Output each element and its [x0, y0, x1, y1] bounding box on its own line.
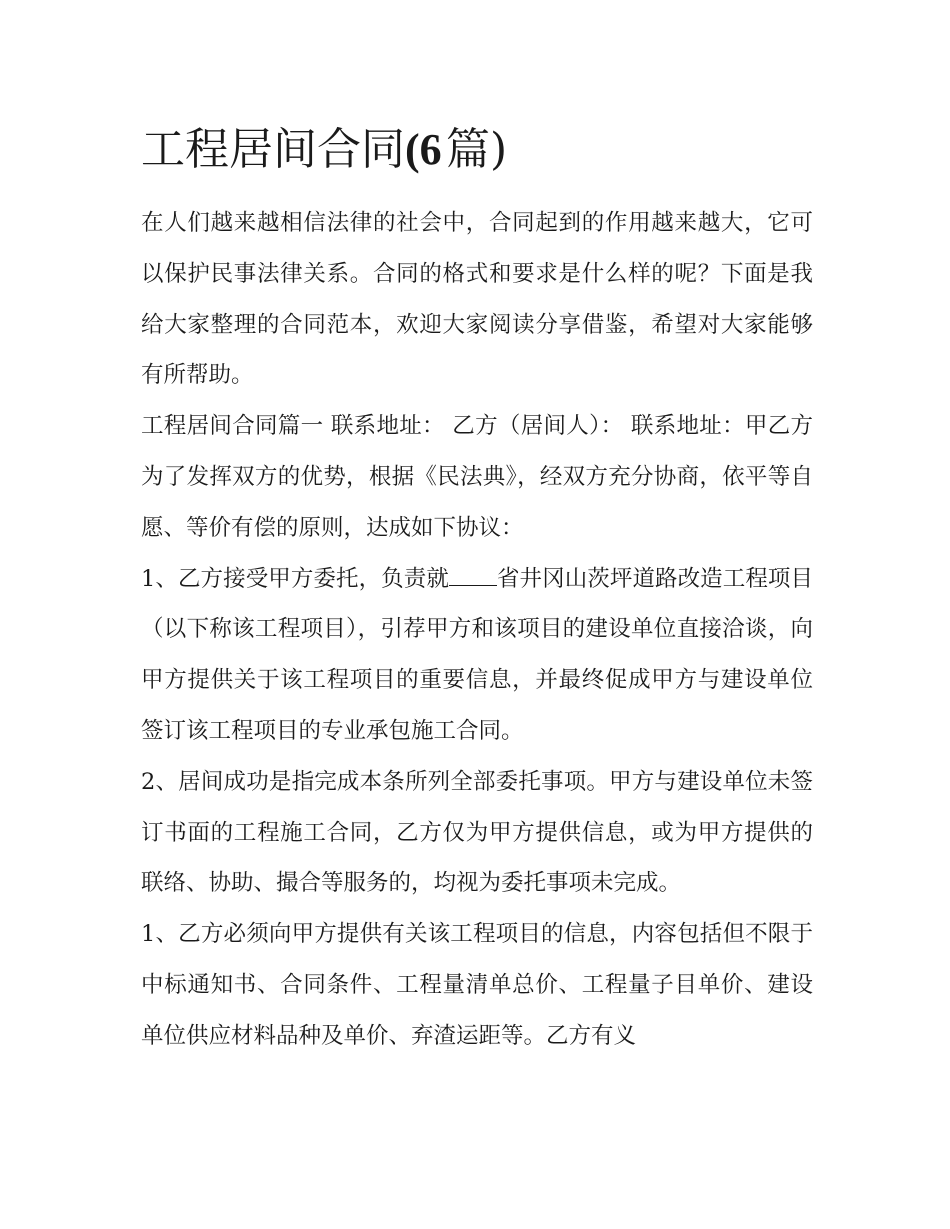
title-tail: 篇) — [446, 124, 508, 175]
obligation-1-paragraph: 1、乙方必须向甲方提供有关该工程项目的信息，内容包括但不限于中标通知书、合同条件、工程量清单总价、工程量子目单价、建设单位供应材料品种及单价、弃渣运距等。乙方有义 — [141, 921, 813, 1049]
intro-paragraph: 在人们越来越相信法律的社会中，合同起到的作用越来越大，它可以保护民事法律关系。合同的格式和要求是什么样的呢？下面是我给大家整理的合同范本，欢迎大家阅读分享借鉴，希望对大家能够有所帮助。 — [141, 210, 813, 389]
clause-1-paragraph — [141, 554, 813, 757]
title-number: (6 — [405, 125, 442, 174]
document-title — [141, 120, 813, 180]
clause-2-paragraph: 2、居间成功是指完成本条所列全部委托事项。甲方与建设单位未签订书面的工程施工合同，乙方仅为甲方提供信息，或为甲方提供的联络、协助、撮合等服务的，均视为委托事项未完成。 — [141, 768, 813, 897]
contract-opening-paragraph: 工程居间合同篇一 联系地址： 乙方（居间人）： 联系地址：甲乙方为了发挥双方的优势，根据《民法典》，经双方充分协商，依平等自愿、等价有偿的原则，达成如下协议： — [141, 413, 813, 541]
title-main: 工程居间合同 — [141, 124, 405, 175]
fill-in-blank — [449, 567, 497, 586]
document-page — [141, 120, 813, 1062]
clause-1-text-end: 省井冈山茨坪道路改造工程项目（以下称该工程项目），引荐甲方和该项目的建设单位直接洽谈，向甲方提供关于该工程项目的重要信息，并最终促成甲方与建设单位签订该工程项目的专业承包施工合同。 — [141, 565, 813, 744]
clause-1-text-start: 1、乙方接受甲方委托，负责就 — [141, 565, 449, 592]
